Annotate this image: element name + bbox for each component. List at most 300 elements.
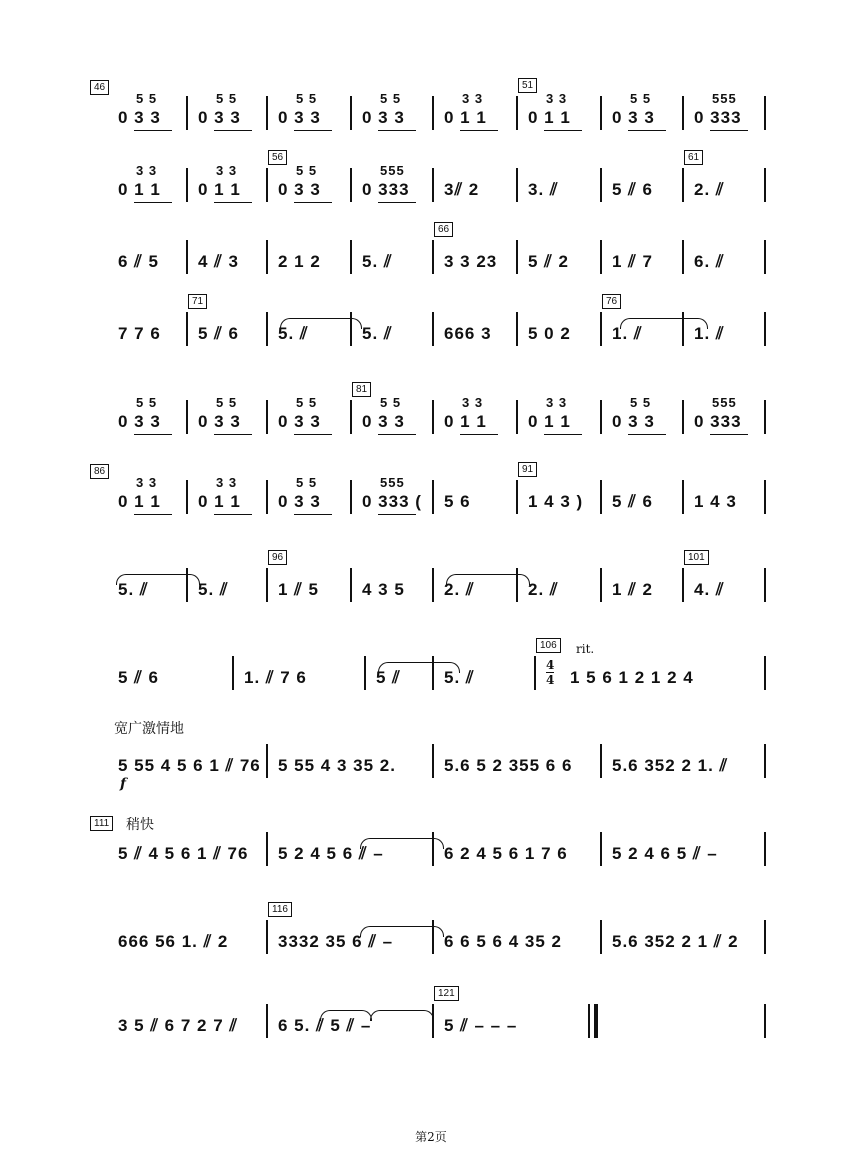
upper-notes: 3 3 (136, 475, 158, 490)
bar-line (682, 400, 684, 434)
underline (134, 514, 172, 515)
bar-line (186, 312, 188, 346)
bar-line (266, 96, 268, 130)
measure (272, 552, 348, 620)
notes: 6. ⫽ (694, 252, 725, 271)
notes: 2. ⫽ (694, 180, 725, 199)
measure (440, 736, 598, 796)
measure (440, 160, 514, 220)
tie-arc (620, 318, 708, 329)
notes: 1. ⫽ 7 6 (244, 668, 307, 687)
measure (440, 912, 598, 972)
bar-line (600, 920, 602, 954)
notes: 0 1 1 (528, 108, 571, 127)
upper-notes: 5 5 (296, 163, 318, 178)
measure (608, 824, 762, 884)
notes: 5 ⫽ – – – (444, 1016, 518, 1035)
notes: 0 3 3 (362, 412, 405, 431)
measure (608, 232, 680, 292)
notes: 0 3 3 (118, 108, 161, 127)
score-row (94, 817, 768, 884)
measure (272, 904, 430, 972)
measure (114, 472, 184, 532)
measure (690, 392, 762, 452)
upper-notes: 3 3 (216, 163, 238, 178)
bar-line (432, 240, 434, 274)
measure (440, 560, 514, 620)
bar-line (600, 744, 602, 778)
notes: 0 3 3 (278, 108, 321, 127)
upper-notes: 3 3 (216, 475, 238, 490)
notes: 0 1 1 (118, 492, 161, 511)
bar-line (350, 480, 352, 514)
bar-line (682, 240, 684, 274)
upper-notes: 3 3 (462, 395, 484, 410)
measure (438, 988, 592, 1056)
notes: 5 55 4 3 35 2. (278, 756, 396, 775)
notes: 7 7 6 (118, 324, 161, 343)
tie-arc (370, 1010, 434, 1021)
bar-line (186, 96, 188, 130)
score-row (94, 464, 768, 532)
measure-number: 66 (434, 222, 453, 237)
bar-line (186, 168, 188, 202)
tie-arc (320, 1010, 372, 1021)
bar-line (682, 96, 684, 130)
notes: 5.6 5 2 355 6 6 (444, 756, 573, 775)
notes: 1 ⫽ 7 (612, 252, 653, 271)
measure (524, 304, 598, 364)
bar-line (682, 480, 684, 514)
bar-line (516, 312, 518, 346)
measure (274, 472, 348, 532)
measure (114, 648, 230, 708)
measure (194, 560, 264, 620)
measure (114, 160, 184, 220)
upper-notes: 5 5 (630, 395, 652, 410)
measure (114, 824, 264, 884)
bar-line (432, 1004, 434, 1038)
notes: 1 ⫽ 5 (278, 580, 319, 599)
notes: 6 6 5 6 4 35 2 (444, 932, 562, 951)
measure (440, 392, 514, 452)
measure (688, 152, 762, 220)
underline (378, 434, 416, 435)
bar-line (432, 568, 434, 602)
notes: 5 ⫽ 6 (612, 492, 653, 511)
measure (608, 392, 680, 452)
bar-line (764, 480, 766, 514)
notes: 4. ⫽ (694, 580, 725, 599)
bar-line (600, 240, 602, 274)
measure (690, 88, 762, 148)
bar-line (350, 568, 352, 602)
measure-number: 51 (518, 78, 537, 93)
page-footer: 第2页 (415, 1130, 447, 1144)
bar-line (432, 96, 434, 130)
measure (688, 552, 762, 620)
measure (274, 392, 348, 452)
measure (440, 88, 514, 148)
notes: 0 3 3 (278, 492, 321, 511)
notes: 5 ⫽ (376, 668, 401, 687)
bar-line (764, 656, 766, 690)
upper-notes: 3 3 (546, 395, 568, 410)
tempo-mark: rit. (576, 642, 595, 656)
bar-line (266, 480, 268, 514)
underline (294, 202, 332, 203)
underline (134, 202, 172, 203)
bar-line (432, 312, 434, 346)
underline (294, 130, 332, 131)
bar-line (266, 400, 268, 434)
notes: 0 3 3 (362, 108, 405, 127)
bar-line (764, 400, 766, 434)
notes: 0 1 1 (444, 412, 487, 431)
measure (606, 296, 680, 364)
score-row (108, 152, 768, 220)
notes: 0 1 1 (198, 180, 241, 199)
bar-line (266, 1004, 268, 1038)
measure-number: 101 (684, 550, 709, 565)
measure (608, 912, 762, 972)
measure (192, 296, 264, 364)
bar-line (764, 96, 766, 130)
underline (544, 434, 582, 435)
measure (114, 232, 184, 292)
measure (440, 304, 514, 364)
upper-notes: 555 (380, 163, 405, 178)
measure (114, 392, 184, 452)
notes: 1. ⫽ (694, 324, 725, 343)
bar-line (600, 168, 602, 202)
notes: 0 3 3 (278, 180, 321, 199)
underline (134, 434, 172, 435)
upper-notes: 5 5 (296, 475, 318, 490)
bar-line (186, 400, 188, 434)
upper-notes: 555 (712, 91, 737, 106)
notes: 2. ⫽ (528, 580, 559, 599)
measure-number: 76 (602, 294, 621, 309)
time-signature: 4 4 (546, 658, 555, 687)
bar-line (350, 96, 352, 130)
bar-line (600, 480, 602, 514)
notes: 0 3 3 (278, 412, 321, 431)
measure (440, 824, 598, 884)
notes: 5. ⫽ (278, 324, 309, 343)
bar-line (594, 1004, 598, 1038)
underline (460, 130, 498, 131)
dynamic-mark: f (120, 776, 127, 792)
underline (628, 130, 666, 131)
bar-line (432, 744, 434, 778)
bar-line (266, 744, 268, 778)
upper-notes: 3 3 (136, 163, 158, 178)
underline (134, 130, 172, 131)
measure-number: 71 (188, 294, 207, 309)
notes: 1 ⫽ 2 (612, 580, 653, 599)
notes: 5 2 4 6 5 ⫽ – (612, 844, 718, 863)
tie-arc (446, 574, 530, 585)
notes: 5 2 4 5 6 ⫽ – (278, 844, 384, 863)
notes: 0 3 3 (612, 412, 655, 431)
bar-line (682, 568, 684, 602)
notes: 0 333 (694, 108, 742, 127)
bar-line (350, 168, 352, 202)
measure (114, 996, 264, 1056)
notes: 5 ⫽ 6 (612, 180, 653, 199)
bar-line (516, 240, 518, 274)
bar-line (432, 480, 434, 514)
notes: 5 6 (444, 492, 471, 511)
notes: 2. ⫽ (444, 580, 475, 599)
measure-number: 56 (268, 150, 287, 165)
measure-number: 116 (268, 902, 292, 917)
score-row (94, 80, 768, 148)
bar-line (600, 400, 602, 434)
notes: 0 1 1 (118, 180, 161, 199)
tie-arc (280, 318, 362, 329)
tie-arc (360, 838, 444, 849)
measure (274, 824, 430, 884)
upper-notes: 5 5 (296, 395, 318, 410)
upper-notes: 3 3 (546, 91, 568, 106)
notes: 1 4 3 (694, 492, 737, 511)
measure (522, 464, 598, 532)
underline (214, 202, 252, 203)
bar-line (534, 656, 536, 690)
underline (294, 434, 332, 435)
measure (358, 560, 430, 620)
measure (240, 648, 362, 708)
upper-notes: 555 (712, 395, 737, 410)
notes: 0 333 (362, 180, 410, 199)
measure (440, 472, 514, 532)
score-row (108, 384, 768, 452)
measure (194, 472, 264, 532)
bar-line (266, 312, 268, 346)
score-row (108, 296, 768, 364)
notes: 0 3 3 (612, 108, 655, 127)
notes: 0 1 1 (528, 412, 571, 431)
rehearsal-number: 86 (90, 464, 109, 479)
measure (522, 80, 598, 148)
measure (524, 392, 598, 452)
measure (608, 160, 680, 220)
notes: 0 3 3 (198, 108, 241, 127)
upper-notes: 5 5 (216, 395, 238, 410)
underline (214, 514, 252, 515)
bar-line (266, 240, 268, 274)
bar-line (600, 568, 602, 602)
notes: 0 333 ( (362, 492, 422, 511)
underline (460, 434, 498, 435)
measure (608, 560, 680, 620)
underline (214, 130, 252, 131)
bar-line (764, 1004, 766, 1038)
notes: 5 ⫽ 4 5 6 1 ⫽ 76 (118, 844, 249, 863)
score-row (108, 640, 768, 708)
bar-line (600, 96, 602, 130)
notes: 6 5. ⫽ 5 ⫽ – (278, 1016, 372, 1035)
notes: 5.6 352 2 1. ⫽ (612, 756, 729, 775)
bar-line (432, 400, 434, 434)
notes: 0 1 1 (444, 108, 487, 127)
measure (274, 996, 430, 1056)
underline (378, 514, 416, 515)
upper-notes: 5 5 (136, 395, 158, 410)
bar-line (764, 312, 766, 346)
bar-line (232, 656, 234, 690)
measure (358, 472, 430, 532)
measure (358, 88, 430, 148)
bar-line (186, 240, 188, 274)
measure (114, 560, 184, 620)
bar-line (682, 168, 684, 202)
notes: 5 0 2 (528, 324, 571, 343)
bar-line (600, 312, 602, 346)
measure (358, 304, 430, 364)
notes: 5. ⫽ (362, 252, 393, 271)
score-row (108, 552, 768, 620)
measure (114, 304, 184, 364)
bar-line (516, 168, 518, 202)
underline (710, 434, 748, 435)
measure (272, 152, 348, 220)
upper-notes: 5 5 (136, 91, 158, 106)
measure (356, 384, 430, 452)
notes: 0 3 3 (118, 412, 161, 431)
upper-notes: 5 5 (380, 395, 402, 410)
upper-notes: 5 5 (630, 91, 652, 106)
bar-line (432, 168, 434, 202)
bar-line (266, 168, 268, 202)
notes: 4 ⫽ 3 (198, 252, 239, 271)
notes: 1 5 6 1 2 1 2 4 (570, 668, 694, 687)
bar-line (764, 744, 766, 778)
notes: 6 2 4 5 6 1 7 6 (444, 844, 568, 863)
measure (690, 472, 762, 532)
bar-line (516, 480, 518, 514)
measure (114, 736, 264, 796)
measure (524, 232, 598, 292)
rehearsal-number: 46 (90, 80, 109, 95)
tie-arc (116, 574, 200, 585)
measure (274, 736, 430, 796)
bar-line (266, 568, 268, 602)
underline (710, 130, 748, 131)
upper-notes: 5 5 (296, 91, 318, 106)
measure-number: 96 (268, 550, 287, 565)
tie-arc (378, 662, 460, 673)
notes: 666 3 (444, 324, 492, 343)
score-row (108, 721, 768, 796)
notes: 5 ⫽ 6 (198, 324, 239, 343)
measure (358, 232, 430, 292)
bar-line (266, 832, 268, 866)
notes: 3. ⫽ (528, 180, 559, 199)
tempo-text: 稍快 (126, 817, 154, 833)
notes: 2 1 2 (278, 252, 321, 271)
notes: 0 3 3 (198, 412, 241, 431)
measure (274, 232, 348, 292)
bar-line (764, 168, 766, 202)
underline (544, 130, 582, 131)
bar-line (186, 480, 188, 514)
measure (524, 560, 598, 620)
measure-number: 61 (684, 150, 703, 165)
underline (214, 434, 252, 435)
upper-notes: 3 3 (462, 91, 484, 106)
measure (194, 88, 264, 148)
upper-notes: 5 5 (216, 91, 238, 106)
bar-line (350, 240, 352, 274)
notes: 1. ⫽ (612, 324, 643, 343)
measure (114, 912, 264, 972)
measure (438, 224, 514, 292)
measure (274, 304, 348, 364)
rehearsal-number: 111 (90, 816, 113, 831)
upper-notes: 5 5 (380, 91, 402, 106)
measure (114, 88, 184, 148)
bar-line (764, 240, 766, 274)
bar-line (764, 920, 766, 954)
measure (608, 88, 680, 148)
measure (440, 648, 532, 708)
notes: 5.6 352 2 1 ⫽ 2 (612, 932, 739, 951)
notes: 5 ⫽ 2 (528, 252, 569, 271)
measure-number: 91 (518, 462, 537, 477)
underline (378, 130, 416, 131)
notes: 5. ⫽ (118, 580, 149, 599)
upper-notes: 555 (380, 475, 405, 490)
bar-line (764, 568, 766, 602)
notes: 3 3 23 (444, 252, 498, 271)
bar-line (364, 656, 366, 690)
notes: 4 3 5 (362, 580, 405, 599)
score-row (108, 988, 768, 1056)
measure (524, 160, 598, 220)
notes: 5 55 4 5 6 1 ⫽ 76 (118, 756, 261, 775)
notes: 5. ⫽ (444, 668, 475, 687)
measure (608, 736, 762, 796)
bar-line (516, 400, 518, 434)
score-row (108, 224, 768, 292)
expression-text: 宽广激情地 (114, 721, 184, 737)
measure (608, 472, 680, 532)
underline (378, 202, 416, 203)
measure (372, 648, 430, 708)
notes: 666 56 1. ⫽ 2 (118, 932, 229, 951)
notes: 1 4 3 ) (528, 492, 584, 511)
notes: 3⫽ 2 (444, 180, 480, 199)
underline (628, 434, 666, 435)
measure (358, 160, 430, 220)
notes: 5. ⫽ (362, 324, 393, 343)
notes: 0 333 (694, 412, 742, 431)
score-row (108, 904, 768, 972)
measure (194, 232, 264, 292)
measure-number: 106 (536, 638, 561, 653)
bar-line (588, 1004, 590, 1038)
measure-number: 81 (352, 382, 371, 397)
measure (274, 88, 348, 148)
tie-arc (360, 926, 444, 937)
measure (194, 160, 264, 220)
measure-number: 121 (434, 986, 459, 1001)
bar-line (764, 832, 766, 866)
measure (690, 232, 762, 292)
